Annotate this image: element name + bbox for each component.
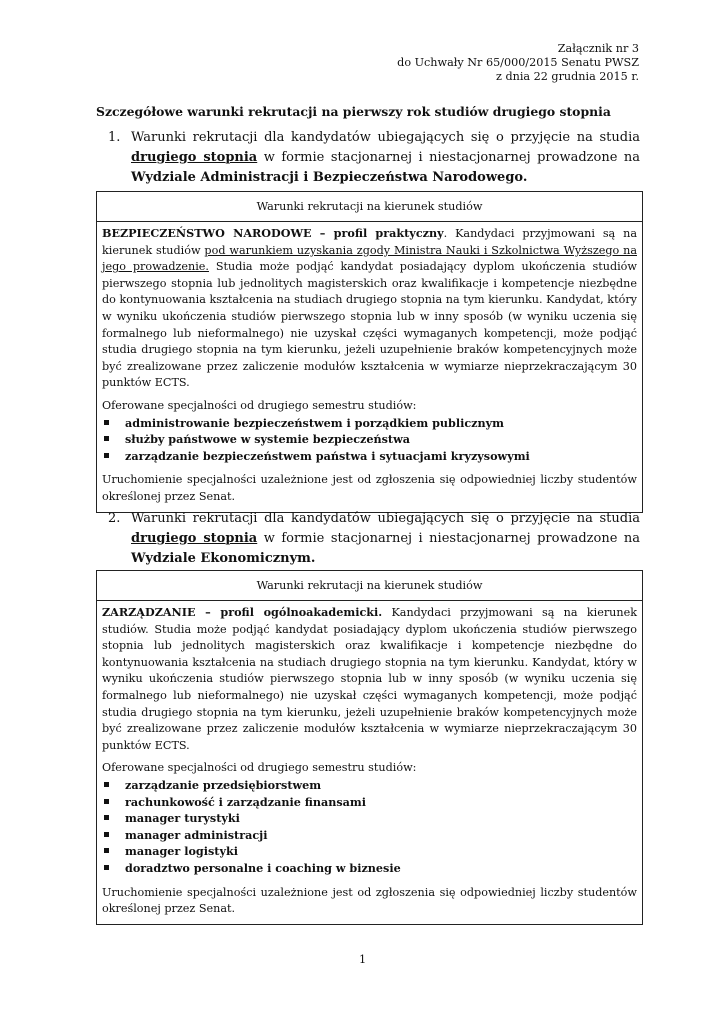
program-intro: . Kandydaci przyjmowani są na kierunek studiów: [102, 227, 637, 257]
specializations-intro: Oferowane specjalności od drugiego semestru studiów:: [102, 398, 417, 412]
section-number: 1.: [108, 130, 121, 145]
bullet-icon: [104, 799, 109, 804]
box-header: Warunki rekrutacji na kierunek studiów: [97, 192, 642, 222]
program-body: Studia może podjąć kandydat posiadający dyplom ukończenia studiów pierwszego stopnia lub jednolitych magisterskich oraz kwalifikacje i kompetencje niezbędne do kontynuowania kształcenia na studiach drugiego stopnia na tym kierunku. Kandydat, który w wyniku ukończenia studiów pierwszego stopnia lub w inny sposób (w wyniku uczenia się formalnego lub nieformalnego) nie uzyskał części wymaganych kompetencji, może podjąć studia drugiego stopnia na tym kierunku, jeżeli uzupełnienie braków kompetencyjnych może być zrealizowane przez zaliczenie modułów kształcenia w wymiarze nieprzekraczającym 30 punktów ECTS.: [102, 260, 637, 390]
list-item: doradztwo personalne i coaching w biznesie: [102, 860, 637, 877]
list-item: służby państwowe w systemie bezpieczeństwa: [102, 431, 637, 448]
section-lead: Warunki rekrutacji dla kandydatów ubiegających się o przyjęcie na studia: [131, 130, 640, 145]
specializations-list: [102, 415, 637, 465]
program-body: Kandydaci przyjmowani są na kierunek studiów. Studia może podjąć kandydat posiadający dyplom ukończenia studiów pierwszego stopnia lub jednolitych magisterskich oraz kwalifikacje i kompetencje niezbędne do kontynuowania kształcenia na studiach drugiego stopnia na tym kierunku. Kandydat, który w wyniku ukończenia studiów pierwszego stopnia lub w inny sposób (w wyniku uczenia się formalnego lub nieformalnego) nie uzyskał części wymaganych kompetencji, może podjąć studia drugiego stopnia na tym kierunku, jeżeli uzupełnienie braków kompetencyjnych może być zrealizowane przez zaliczenie modułów kształcenia w wymiarze nieprzekraczającym 30 punktów ECTS.: [102, 606, 637, 752]
requirements-box-1: [96, 191, 643, 513]
list-item: zarządzanie bezpieczeństwem państwa i sytuacjami kryzysowymi: [102, 448, 637, 465]
section-mid: w formie stacjonarnej i niestacjonarnej prowadzone na: [263, 531, 641, 546]
faculty-name: Wydziale Administracji i Bezpieczeństwa Narodowego.: [131, 170, 528, 185]
section-heading-2: [108, 509, 640, 569]
closing-note: Uruchomienie specjalności uzależnione jest od zgłoszenia się odpowiedniej liczby studentów określonej przez Senat.: [102, 473, 637, 503]
bullet-icon: [104, 420, 109, 425]
closing-note: Uruchomienie specjalności uzależnione jest od zgłoszenia się odpowiedniej liczby studentów określonej przez Senat.: [102, 885, 637, 916]
program-name: ZARZĄDZANIE – profil ogólnoakademicki.: [102, 605, 383, 619]
list-item: manager administracji: [102, 827, 637, 844]
bullet-icon: [104, 453, 109, 458]
attachment-note: [397, 42, 639, 85]
faculty-name: Wydziale Ekonomicznym.: [131, 551, 316, 566]
attachment-line: Załącznik nr 3: [557, 42, 639, 55]
bullet-icon: [104, 815, 109, 820]
specializations-list: [102, 777, 637, 877]
page-number: 1: [358, 953, 367, 966]
list-item: manager turystyki: [102, 810, 637, 827]
program-description: [102, 225, 637, 392]
bullet-icon: [104, 832, 109, 837]
section-lead: Warunki rekrutacji dla kandydatów ubiegających się o przyjęcie na studia: [131, 511, 640, 526]
bullet-icon: [104, 436, 109, 441]
attachment-line: do Uchwały Nr 65/000/2015 Senatu PWSZ: [397, 56, 639, 70]
program-description: [102, 604, 637, 754]
section-mid: w formie stacjonarnej i niestacjonarnej prowadzone na: [263, 150, 641, 165]
program-condition: pod warunkiem uzyskania zgody Ministra Nauki i Szkolnictwa Wyższego na jego prowadzenie.: [102, 243, 637, 274]
list-item: rachunkowość i zarządzanie finansami: [102, 794, 637, 811]
bullet-icon: [104, 865, 109, 870]
list-item: administrowanie bezpieczeństwem i porządkiem publicznym: [102, 415, 637, 432]
list-item: zarządzanie przedsiębiorstwem: [102, 777, 637, 794]
list-item: manager logistyki: [102, 843, 637, 860]
bullet-icon: [104, 848, 109, 853]
program-name: BEZPIECZEŃSTWO NARODOWE – profil praktyczny: [102, 226, 444, 240]
degree-level: drugiego stopnia: [131, 150, 258, 165]
degree-level: drugiego stopnia: [131, 531, 258, 546]
specializations-intro: Oferowane specjalności od drugiego semestru studiów:: [102, 761, 417, 775]
box-body: [97, 222, 642, 512]
bullet-icon: [104, 782, 109, 787]
document-title: Szczegółowe warunki rekrutacji na pierwszy rok studiów drugiego stopnia: [96, 104, 611, 119]
section-heading-1: [108, 128, 640, 188]
section-number: 2.: [108, 511, 121, 526]
attachment-line: z dnia 22 grudnia 2015 r.: [496, 70, 639, 84]
box-header: Warunki rekrutacji na kierunek studiów: [97, 571, 642, 601]
box-body: [97, 601, 642, 924]
requirements-box-2: [96, 570, 643, 925]
